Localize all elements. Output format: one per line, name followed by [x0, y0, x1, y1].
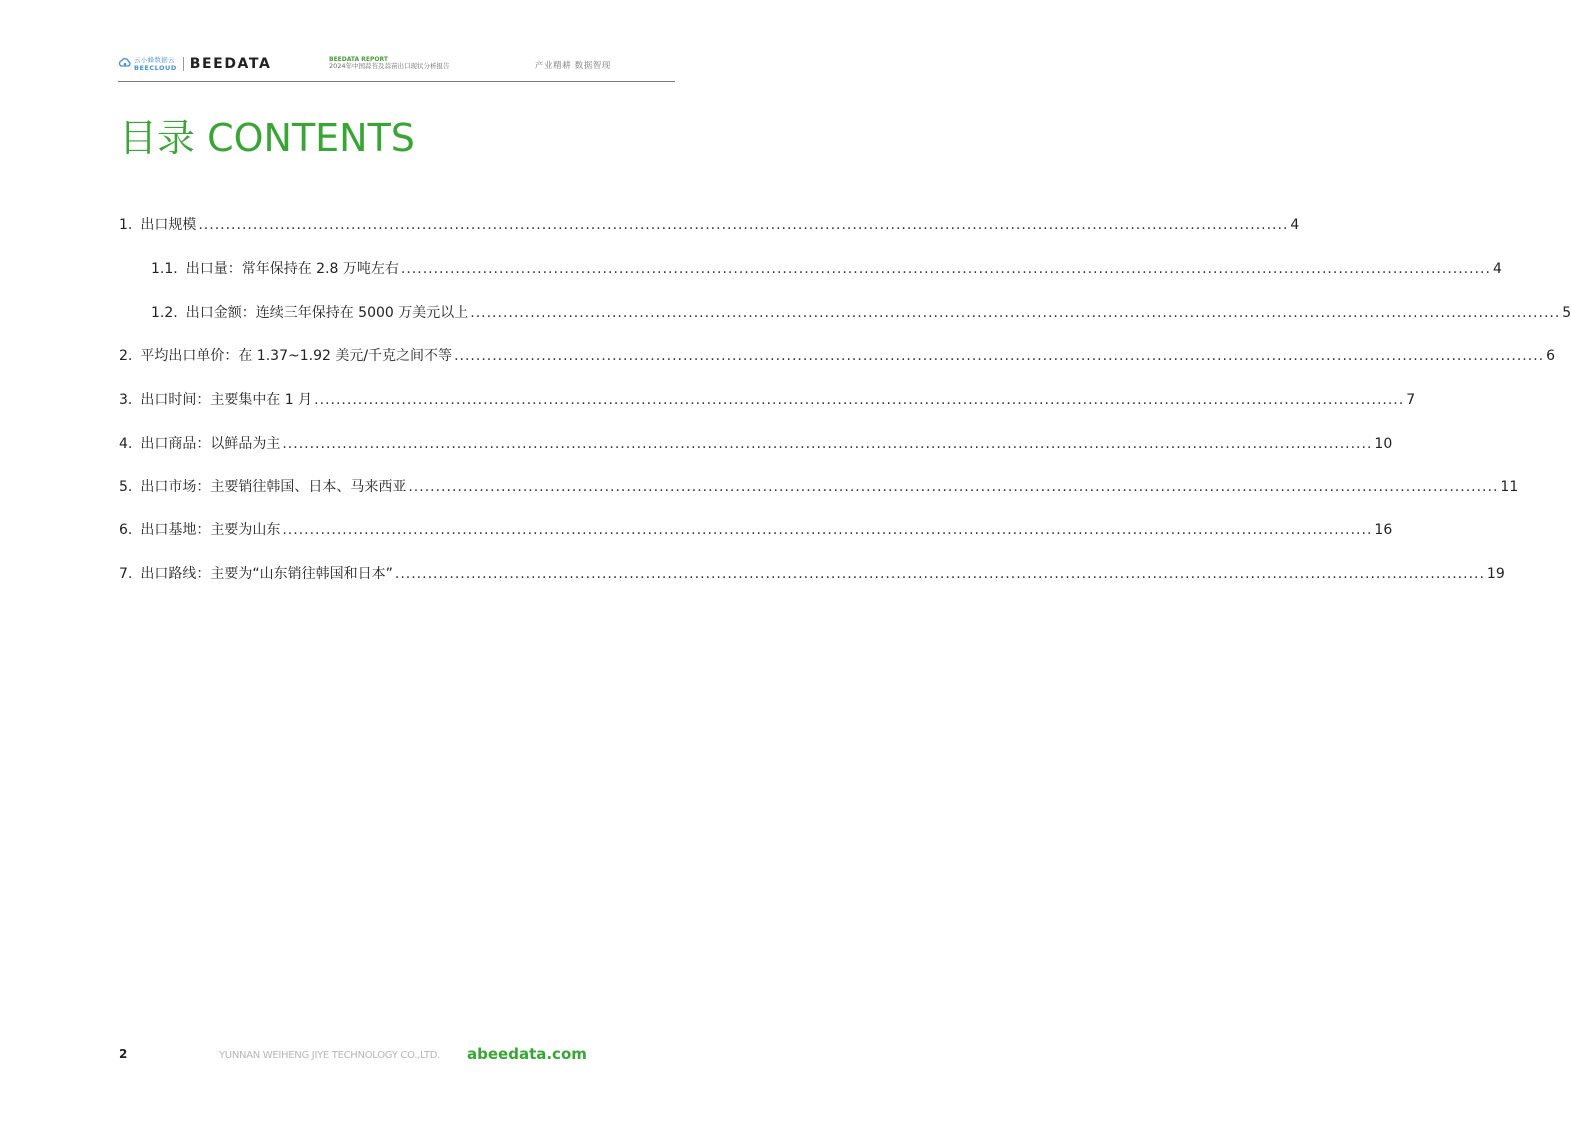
bee-cloud-logo-icon: [118, 57, 132, 71]
logo-en-text: BEECLOUD: [134, 63, 177, 72]
toc-item-page: 19: [1486, 566, 1505, 582]
toc-item-label: 出口市场：主要销往韩国、日本、马来西亚: [140, 479, 407, 495]
toc-leader-dots: ........................................................................................................................................................................................................: [470, 305, 1561, 321]
toc-item-label: 出口时间：主要集中在 1 月: [140, 392, 313, 408]
toc-leader-dots: ........................................................................................................................................................................................................: [400, 261, 1491, 277]
toc-item-page: 4: [1290, 217, 1300, 233]
toc-item-number: 6.: [119, 522, 133, 538]
brand-name: BEEDATA: [189, 56, 272, 72]
page-number: 2: [119, 1047, 128, 1061]
toc-leader-dots: ........................................................................................................................................................................................................: [394, 566, 1485, 582]
page-title: 目录 CONTENTS: [119, 116, 415, 160]
toc-item[interactable]: [119, 214, 1300, 238]
toc-item-number: 1.1.: [151, 261, 178, 277]
toc-item[interactable]: [119, 433, 1393, 457]
report-info: [329, 56, 450, 71]
toc-item-page: 5: [1562, 305, 1571, 321]
logo-cn-text: 云小蜂数据云: [134, 56, 175, 64]
logo-text: [134, 57, 177, 71]
toc-item-number: 4.: [119, 436, 133, 452]
toc-item-number: 3.: [119, 392, 133, 408]
toc-item[interactable]: [151, 302, 1571, 326]
toc-leader-dots: ........................................................................................................................................................................................................: [454, 348, 1545, 364]
footer-website-link[interactable]: abeedata.com: [467, 1045, 587, 1063]
toc-leader-dots: ........................................................................................................................................................................................................: [282, 436, 1373, 452]
footer-company-name: YUNNAN WEIHENG JIYE TECHNOLOGY CO.,LTD.: [219, 1050, 440, 1061]
toc-item-label: 出口规模: [140, 217, 197, 233]
toc-item[interactable]: [119, 476, 1519, 500]
toc-item-number: 5.: [119, 479, 133, 495]
toc-item-number: 1.: [119, 217, 133, 233]
toc-item-number: 7.: [119, 566, 133, 582]
toc-leader-dots: ........................................................................................................................................................................................................: [314, 392, 1405, 408]
toc-item-page: 16: [1374, 522, 1393, 538]
report-title: 2024年中国蒜苔及蒜苗出口现状分析报告: [329, 62, 450, 71]
page-header: [118, 52, 675, 82]
header-divider: [118, 81, 675, 82]
header-slogan: 产业精耕 数据智现: [534, 61, 611, 71]
toc-item-page: 7: [1406, 392, 1416, 408]
toc-item-label: 出口量：常年保持在 2.8 万吨左右: [185, 261, 399, 277]
toc-item[interactable]: [119, 389, 1416, 413]
toc-item-label: 平均出口单价：在 1.37~1.92 美元/千克之间不等: [140, 348, 453, 364]
report-label: BEEDATA REPORT: [329, 56, 388, 63]
toc-leader-dots: ........................................................................................................................................................................................................: [408, 479, 1499, 495]
toc-item[interactable]: [119, 519, 1393, 543]
toc-item-label: 出口商品：以鲜品为主: [140, 436, 281, 452]
toc-item[interactable]: [151, 258, 1502, 282]
toc-item-label: 出口路线：主要为“山东销往韩国和日本”: [140, 566, 393, 582]
toc-leader-dots: ........................................................................................................................................................................................................: [198, 217, 1289, 233]
toc-item-page: 6: [1546, 348, 1556, 364]
toc-item-number: 2.: [119, 348, 133, 364]
toc-item-label: 出口基地：主要为山东: [140, 522, 281, 538]
company-logo: [118, 56, 271, 72]
toc-item-page: 11: [1500, 479, 1519, 495]
toc-leader-dots: ........................................................................................................................................................................................................: [282, 522, 1373, 538]
toc-item[interactable]: [119, 563, 1505, 587]
toc-item-label: 出口金额：连续三年保持在 5000 万美元以上: [185, 305, 469, 321]
logo-divider: [183, 57, 184, 71]
toc-item[interactable]: [119, 345, 1556, 369]
toc-item-number: 1.2.: [151, 305, 178, 321]
toc-item-page: 4: [1492, 261, 1502, 277]
toc-item-page: 10: [1374, 436, 1393, 452]
